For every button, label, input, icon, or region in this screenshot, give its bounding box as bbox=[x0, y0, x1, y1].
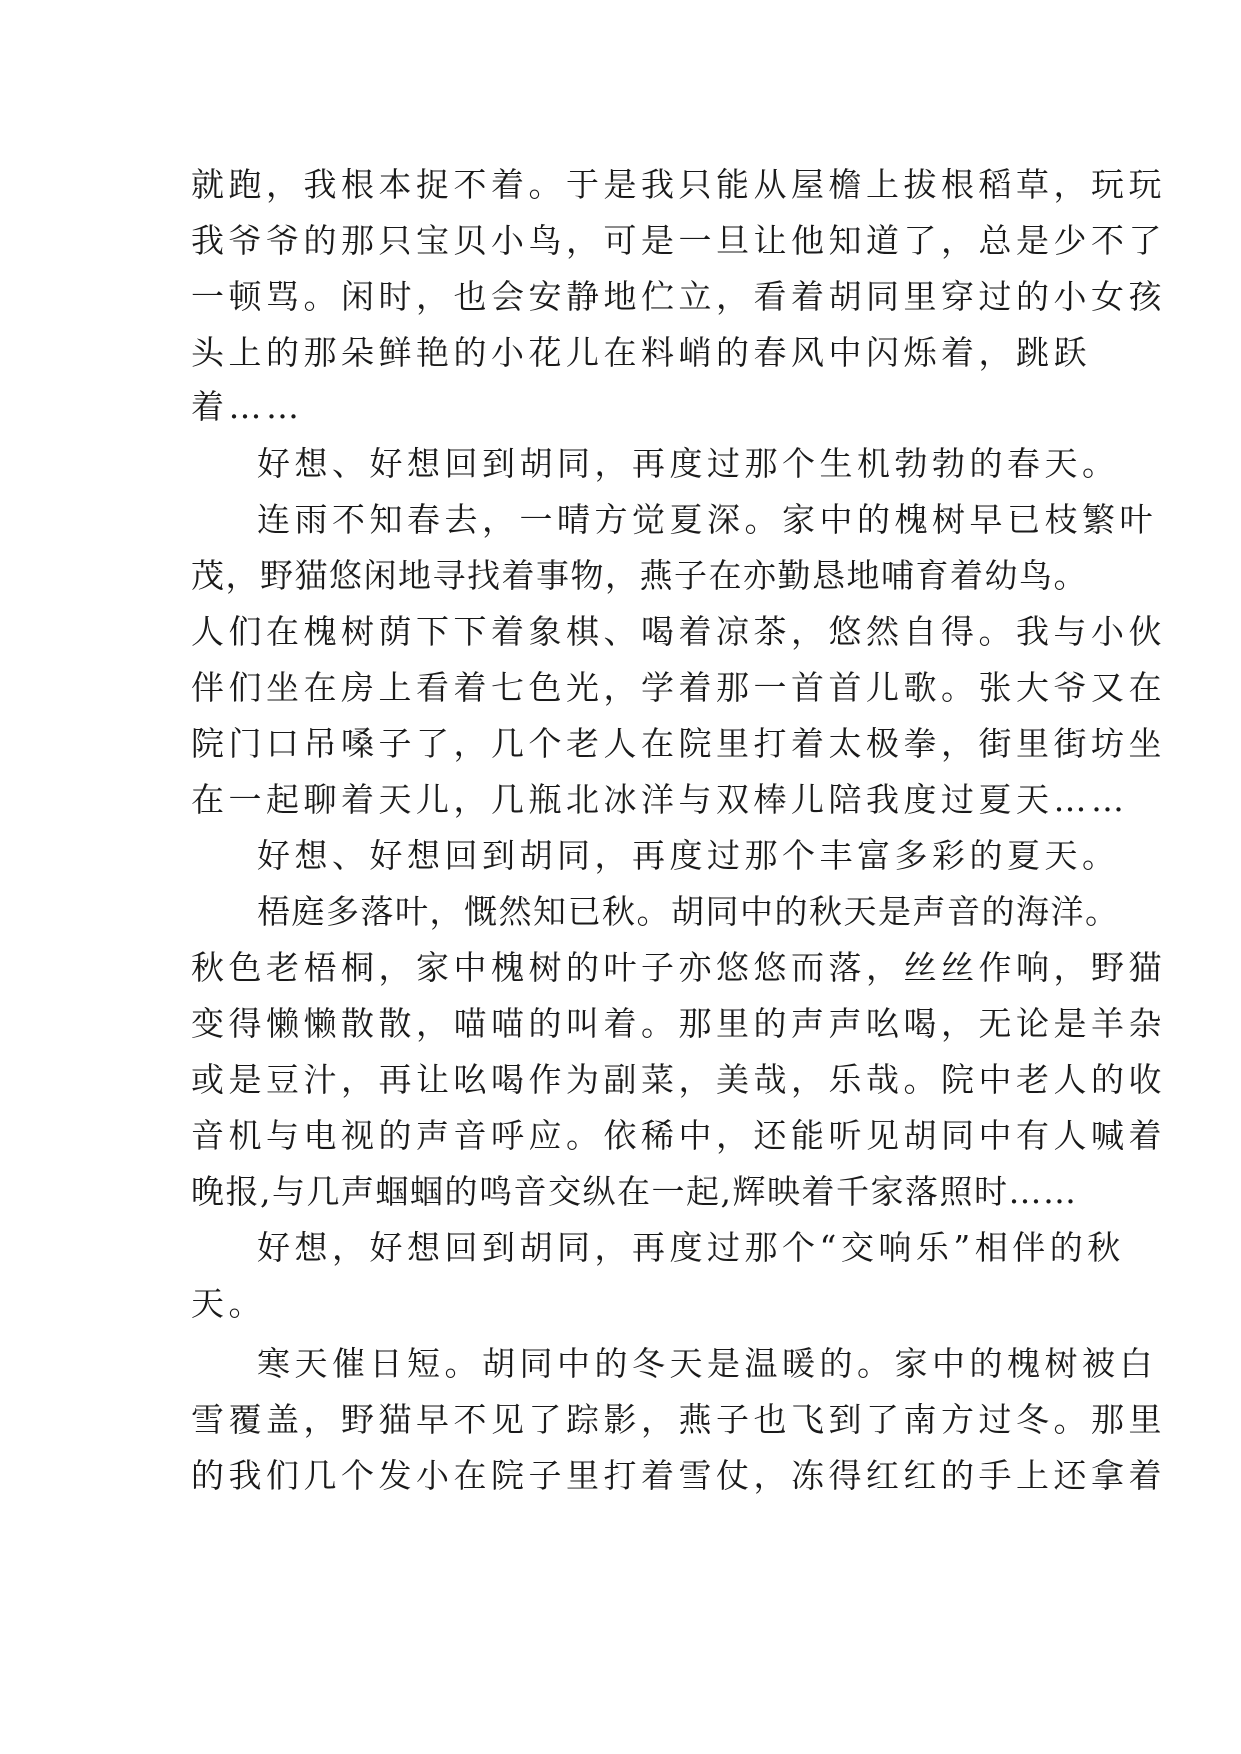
text-line: 一顿骂。闲时，也会安静地伫立，看着胡同里穿过的小女孩 bbox=[191, 277, 1166, 316]
text-line: 或是豆汁，再让吆喝作为副菜，美哉，乐哉。院中老人的收 bbox=[191, 1060, 1166, 1099]
text-line: 在一起聊着天儿，几瓶北冰洋与双棒儿陪我度过夏天…… bbox=[191, 780, 1129, 819]
text-line: 茂，野猫悠闲地寻找着事物，燕子在亦勤恳地哺育着幼鸟。 bbox=[191, 556, 1088, 595]
text-line: 着…… bbox=[191, 387, 304, 426]
text-line: 院门口吊嗓子了，几个老人在院里打着太极拳，街里街坊坐 bbox=[191, 724, 1166, 763]
text-line: 天。 bbox=[191, 1284, 266, 1323]
text-line: 头上的那朵鲜艳的小花儿在料峭的春风中闪烁着，跳跃 bbox=[191, 333, 1091, 372]
text-line: 寒天催日短。胡同中的冬天是温暖的。家中的槐树被白 bbox=[257, 1344, 1157, 1383]
text-line: 人们在槐树荫下下着象棋、喝着凉茶，悠然自得。我与小伙 bbox=[191, 612, 1166, 651]
text-line: 晚报,与几声蝈蝈的鸣音交纵在一起,辉映着千家落照时…… bbox=[191, 1172, 1078, 1211]
text-line: 音机与电视的声音呼应。依稀中，还能听见胡同中有人喊着 bbox=[191, 1116, 1166, 1155]
text-line: 梧庭多落叶，慨然知已秋。胡同中的秋天是声音的海洋。 bbox=[257, 892, 1120, 931]
text-line: 伴们坐在房上看着七色光，学着那一首首儿歌。张大爷又在 bbox=[191, 668, 1166, 707]
text-line: 好想、好想回到胡同，再度过那个丰富多彩的夏天。 bbox=[257, 836, 1120, 875]
text-line: 雪覆盖，野猫早不见了踪影，燕子也飞到了南方过冬。那里 bbox=[191, 1400, 1166, 1439]
text-line: 好想，好想回到胡同，再度过那个“交响乐”相伴的秋 bbox=[257, 1228, 1125, 1267]
text-line: 秋色老梧桐，家中槐树的叶子亦悠悠而落，丝丝作响，野猫 bbox=[191, 948, 1166, 987]
text-line: 连雨不知春去，一晴方觉夏深。家中的槐树早已枝繁叶 bbox=[257, 500, 1157, 539]
text-line: 好想、好想回到胡同，再度过那个生机勃勃的春天。 bbox=[257, 444, 1120, 483]
text-line: 就跑，我根本捉不着。于是我只能从屋檐上拔根稻草，玩玩 bbox=[191, 165, 1166, 204]
text-line: 我爷爷的那只宝贝小鸟，可是一旦让他知道了，总是少不了 bbox=[191, 221, 1166, 260]
text-line: 变得懒懒散散，喵喵的叫着。那里的声声吆喝，无论是羊杂 bbox=[191, 1004, 1166, 1043]
text-line: 的我们几个发小在院子里打着雪仗，冻得红红的手上还拿着 bbox=[191, 1456, 1166, 1495]
